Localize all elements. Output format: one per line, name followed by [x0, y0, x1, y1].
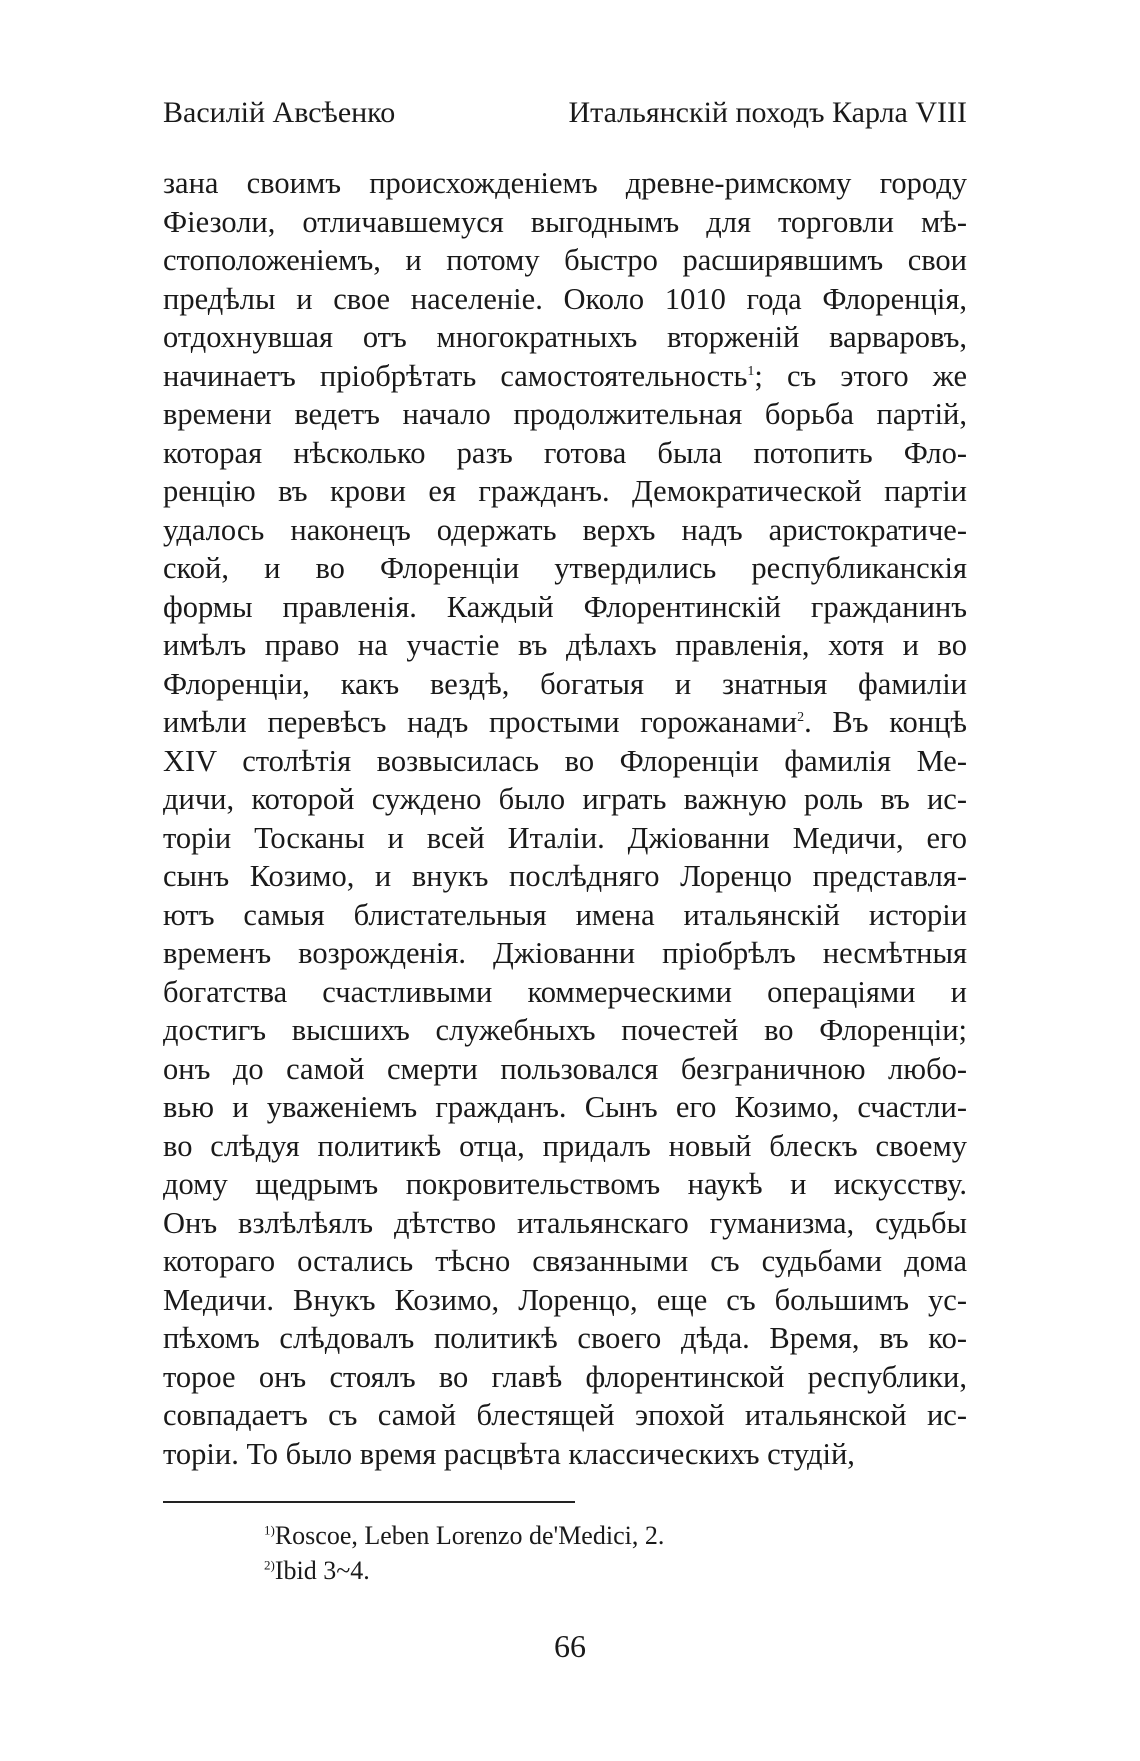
- text-segment: торіи. То было время расцвѣта классическихъ студій,: [163, 1436, 855, 1471]
- text-segment: торое онъ стоялъ во главѣ флорентинской республики,: [163, 1359, 967, 1394]
- text-segment: формы правленія. Каждый Флорентинскій гражданинъ: [163, 589, 967, 624]
- text-line: [163, 896, 967, 935]
- text-segment: торіи Тосканы и всей Италіи. Джіованни Медичи, его: [163, 820, 967, 855]
- text-segment: дому щедрымъ покровительствомъ наукѣ и искусству.: [163, 1167, 967, 1201]
- text-line: [163, 241, 967, 280]
- text-line: [163, 780, 967, 819]
- text-line: [163, 164, 967, 203]
- text-segment: временъ возрожденія. Джіованни пріобрѣлъ несмѣтныя: [163, 936, 967, 970]
- text-segment: богатства счастливыми коммерческими операціями и: [163, 974, 967, 1009]
- text-line: [163, 1319, 967, 1358]
- text-segment: имѣли перевѣсъ надъ простыми горожанами: [163, 705, 798, 739]
- text-line: [163, 626, 967, 665]
- page-number: 66: [554, 1628, 586, 1664]
- text-line: [163, 588, 967, 627]
- text-line: [163, 549, 967, 588]
- text-line: [163, 395, 967, 434]
- text-segment: онъ до самой смерти пользовался безграничною любо-: [163, 1051, 967, 1086]
- text-segment: пѣхомъ слѣдовалъ политикѣ своего дѣда. Время, въ ко-: [163, 1321, 967, 1355]
- footnote: [264, 1518, 964, 1553]
- text-line: [163, 819, 967, 858]
- text-segment: зана своимъ происхожденіемъ древне-римскому городу: [163, 166, 967, 200]
- text-line: [163, 1358, 967, 1397]
- text-segment: стоположеніемъ, и потому быстро расширявшимъ свои: [163, 243, 967, 277]
- text-segment: имѣлъ право на участіе въ дѣлахъ правленія, хотя и во: [163, 628, 967, 662]
- footnote-reference: 1: [747, 363, 755, 379]
- body-text: [163, 164, 967, 1473]
- text-segment: ренцію въ крови ея гражданъ. Демократической партіи: [163, 474, 967, 508]
- text-line: [163, 434, 967, 473]
- text-line: [163, 1165, 967, 1204]
- text-line: [163, 318, 967, 357]
- text-segment: совпадаетъ съ самой блестящей эпохой итальянской ис-: [163, 1398, 967, 1432]
- text-segment: удалось наконецъ одержать верхъ надъ аристократиче-: [163, 512, 967, 547]
- text-segment: дичи, которой суждено было играть важную роль въ ис-: [163, 782, 967, 816]
- footnote-mark: 2): [264, 1557, 275, 1573]
- text-segment: Медичи. Внукъ Козимо, Лоренцо, еще съ большимъ ус-: [163, 1282, 967, 1317]
- text-segment: сынъ Козимо, и внукъ послѣдняго Лоренцо представля-: [163, 859, 967, 893]
- text-segment: начинаетъ пріобрѣтать самостоятельность: [163, 358, 748, 393]
- text-line: [163, 472, 967, 511]
- text-line: [163, 280, 967, 319]
- text-segment: ютъ самыя блистательныя имена итальянскій исторіи: [163, 897, 967, 932]
- text-line: [163, 934, 967, 973]
- text-line: [163, 1435, 967, 1474]
- text-line: [163, 1127, 967, 1166]
- footnote-reference: 2: [797, 709, 805, 725]
- text-segment: Онъ взлѣлѣялъ дѣтство итальянскаго гуманизма, судьбы: [163, 1205, 967, 1240]
- footnote-divider: [163, 1501, 575, 1503]
- text-line: [163, 203, 967, 242]
- text-line: [163, 742, 967, 781]
- text-line: [163, 1088, 967, 1127]
- text-line: [163, 511, 967, 550]
- text-line: [163, 1204, 967, 1243]
- text-segment: вью и уваженіемъ гражданъ. Сынъ его Козимо, счастли-: [163, 1090, 967, 1124]
- text-segment: Фіезоли, отличавшемуся выгоднымъ для торговли мѣ-: [163, 204, 967, 239]
- text-segment: . Въ концѣ: [804, 705, 967, 739]
- text-segment: предѣлы и свое населеніе. Около 1010 года Флоренція,: [163, 281, 967, 316]
- text-segment: Флоренціи, какъ вездѣ, богатыя и знатныя фамиліи: [163, 666, 967, 701]
- text-line: [163, 1396, 967, 1435]
- running-header: [163, 96, 967, 140]
- header-author: Василій Авсѣенко: [163, 96, 396, 129]
- text-line: [163, 857, 967, 896]
- text-line: [163, 665, 967, 704]
- text-segment: котораго остались тѣсно связанными съ судьбами дома: [163, 1244, 967, 1278]
- text-segment: времени ведетъ начало продолжительная борьба партій,: [163, 397, 967, 431]
- footnote-text: Roscoe, Leben Lorenzo de'Medici, 2.: [274, 1521, 665, 1550]
- text-line: [163, 1242, 967, 1281]
- text-line: [163, 973, 967, 1012]
- footnote-mark: 1): [264, 1522, 275, 1538]
- text-segment: достигъ высшихъ служебныхъ почестей во Флоренціи;: [163, 1013, 967, 1047]
- text-segment: ской, и во Флоренціи утвердились республиканскія: [163, 551, 967, 585]
- footnotes: [264, 1518, 964, 1588]
- header-book-title: Итальянскій походъ Карла VIII: [568, 96, 967, 129]
- text-segment: во слѣдуя политикѣ отца, придалъ новый блескъ своему: [163, 1128, 967, 1163]
- text-segment: которая нѣсколько разъ готова была потопить Фло-: [163, 435, 967, 470]
- text-segment: ; съ этого же: [754, 358, 967, 393]
- text-line: [163, 1281, 967, 1320]
- footnote: [264, 1553, 964, 1588]
- text-segment: отдохнувшая отъ многократныхъ вторженій варваровъ,: [163, 320, 967, 354]
- text-segment: XIV столѣтія возвысилась во Флоренціи фамилія Ме-: [163, 743, 967, 778]
- footnote-text: Ibid 3~4.: [274, 1556, 370, 1585]
- text-line: [163, 1011, 967, 1050]
- text-line: [163, 1050, 967, 1089]
- text-line: [163, 703, 967, 742]
- text-line: [163, 357, 967, 396]
